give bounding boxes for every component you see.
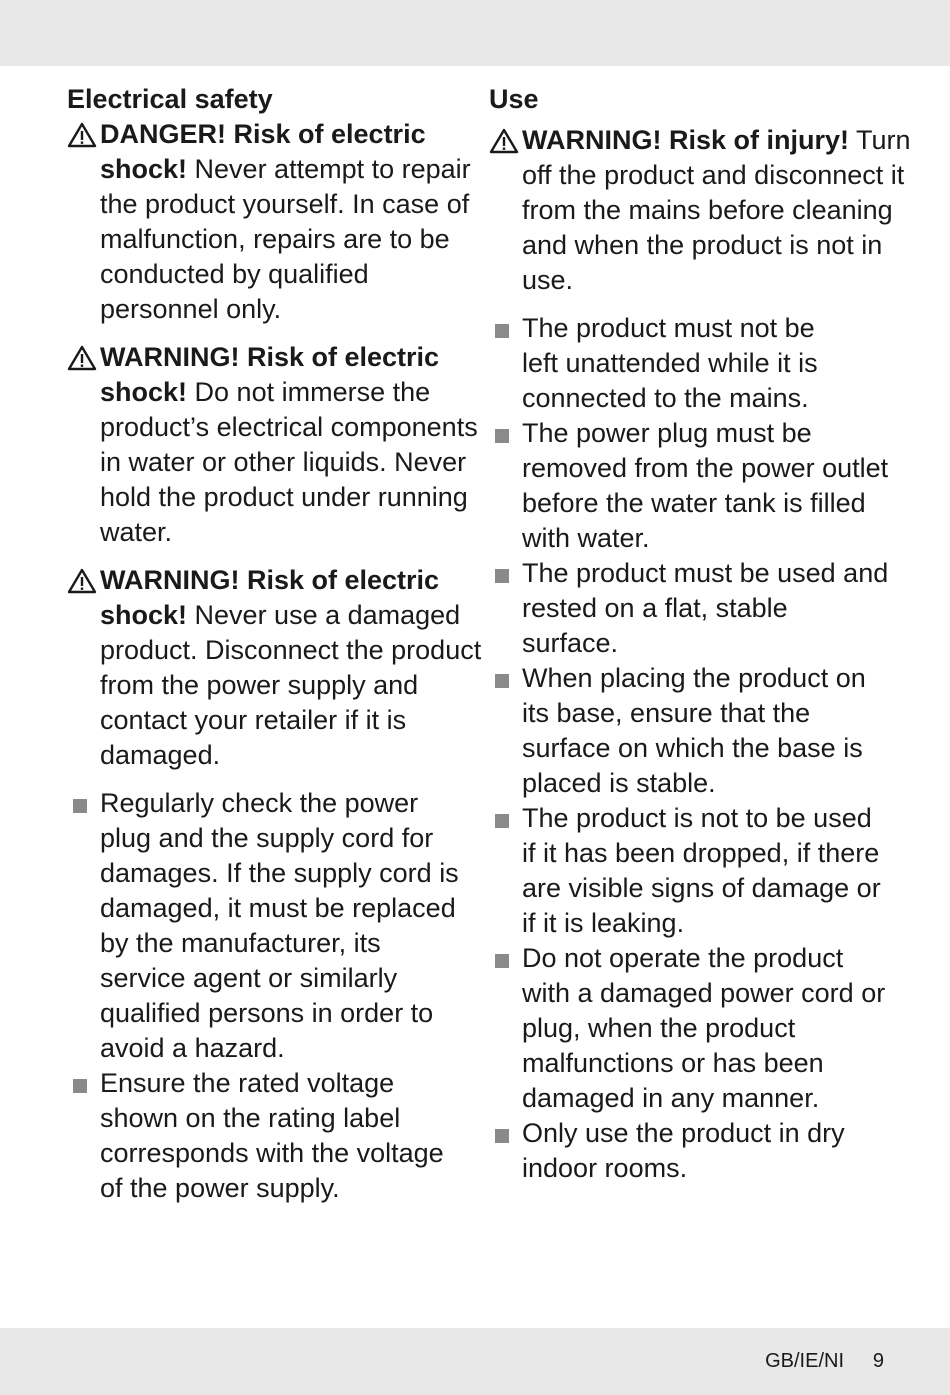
warning-triangle-icon [489,128,519,154]
list-item: The product is not to be used if it has been dropped, if there are visible signs of damage or if it is leaking. [489,801,889,941]
right-column [489,82,911,1186]
bullet-square-icon [495,674,509,688]
list-item: When placing the product on its base, ensure that the surface on which the base is placed is stable. [489,661,889,801]
warning-title: WARNING! Risk of electric shock! [100,342,440,407]
list-item: Do not operate the product with a damaged power cord or plug, when the product malfunctions or has been damaged in any manner. [489,941,894,1116]
header-band [0,0,950,66]
warning-body: Never use a damaged product. Disconnect the product from the power supply and contact your retailer if it is damaged. [100,600,482,770]
warning-immerse [67,340,500,550]
list-item: The power plug must be removed from the power outlet before the water tank is filled with water. [489,416,889,556]
left-bullet-list [67,786,467,1206]
warning-triangle-icon [67,568,97,594]
warning-body: Turn off the product and disconnect it from the mains before cleaning and when the product is not in use. [522,125,911,295]
bullet-square-icon [495,814,509,828]
warning-damaged-product [67,563,490,773]
warning-triangle-icon [67,122,97,148]
list-item: Regularly check the power plug and the supply cord for damages. If the supply cord is damaged, it must be replaced by the manufacturer, its service agent or similarly qualified persons in order to avoid a hazard. [67,786,467,1066]
section-heading-use: Use [489,84,539,114]
warning-body: Never attempt to repair the product yourself. In case of malfunction, repairs are to be conducted by qualified personnel only. [100,154,471,324]
danger-warning-repair [67,117,490,327]
warning-title: WARNING! Risk of injury! [522,125,850,155]
section-heading-electrical-safety: Electrical safety [67,84,273,114]
warning-triangle-icon [67,345,97,371]
bullet-square-icon [495,954,509,968]
right-bullet-list [489,311,889,1186]
list-item: Ensure the rated voltage shown on the rating label corresponds with the voltage of the power supply. [67,1066,467,1206]
warning-title: WARNING! Risk of electric shock! [100,565,440,630]
bullet-square-icon [495,429,509,443]
left-column [67,82,482,1206]
footer-page-number: 9 [872,1350,884,1372]
bullet-square-icon [495,324,509,338]
list-item: The product must not be left unattended while it is connected to the mains. [489,311,852,416]
bullet-square-icon [495,1129,509,1143]
warning-body: Do not immerse the product’s electrical components in water or other liquids. Never hold the product under running water. [100,377,478,547]
list-item: Only use the product in dry indoor rooms. [489,1116,882,1186]
footer-region-code: GB/IE/NI [765,1350,844,1372]
bullet-square-icon [495,569,509,583]
warning-title: DANGER! Risk of electric shock! [100,119,426,184]
list-item: The product must be used and rested on a flat, stable surface. [489,556,889,661]
bullet-square-icon [73,799,87,813]
bullet-square-icon [73,1079,87,1093]
warning-injury [489,123,912,298]
